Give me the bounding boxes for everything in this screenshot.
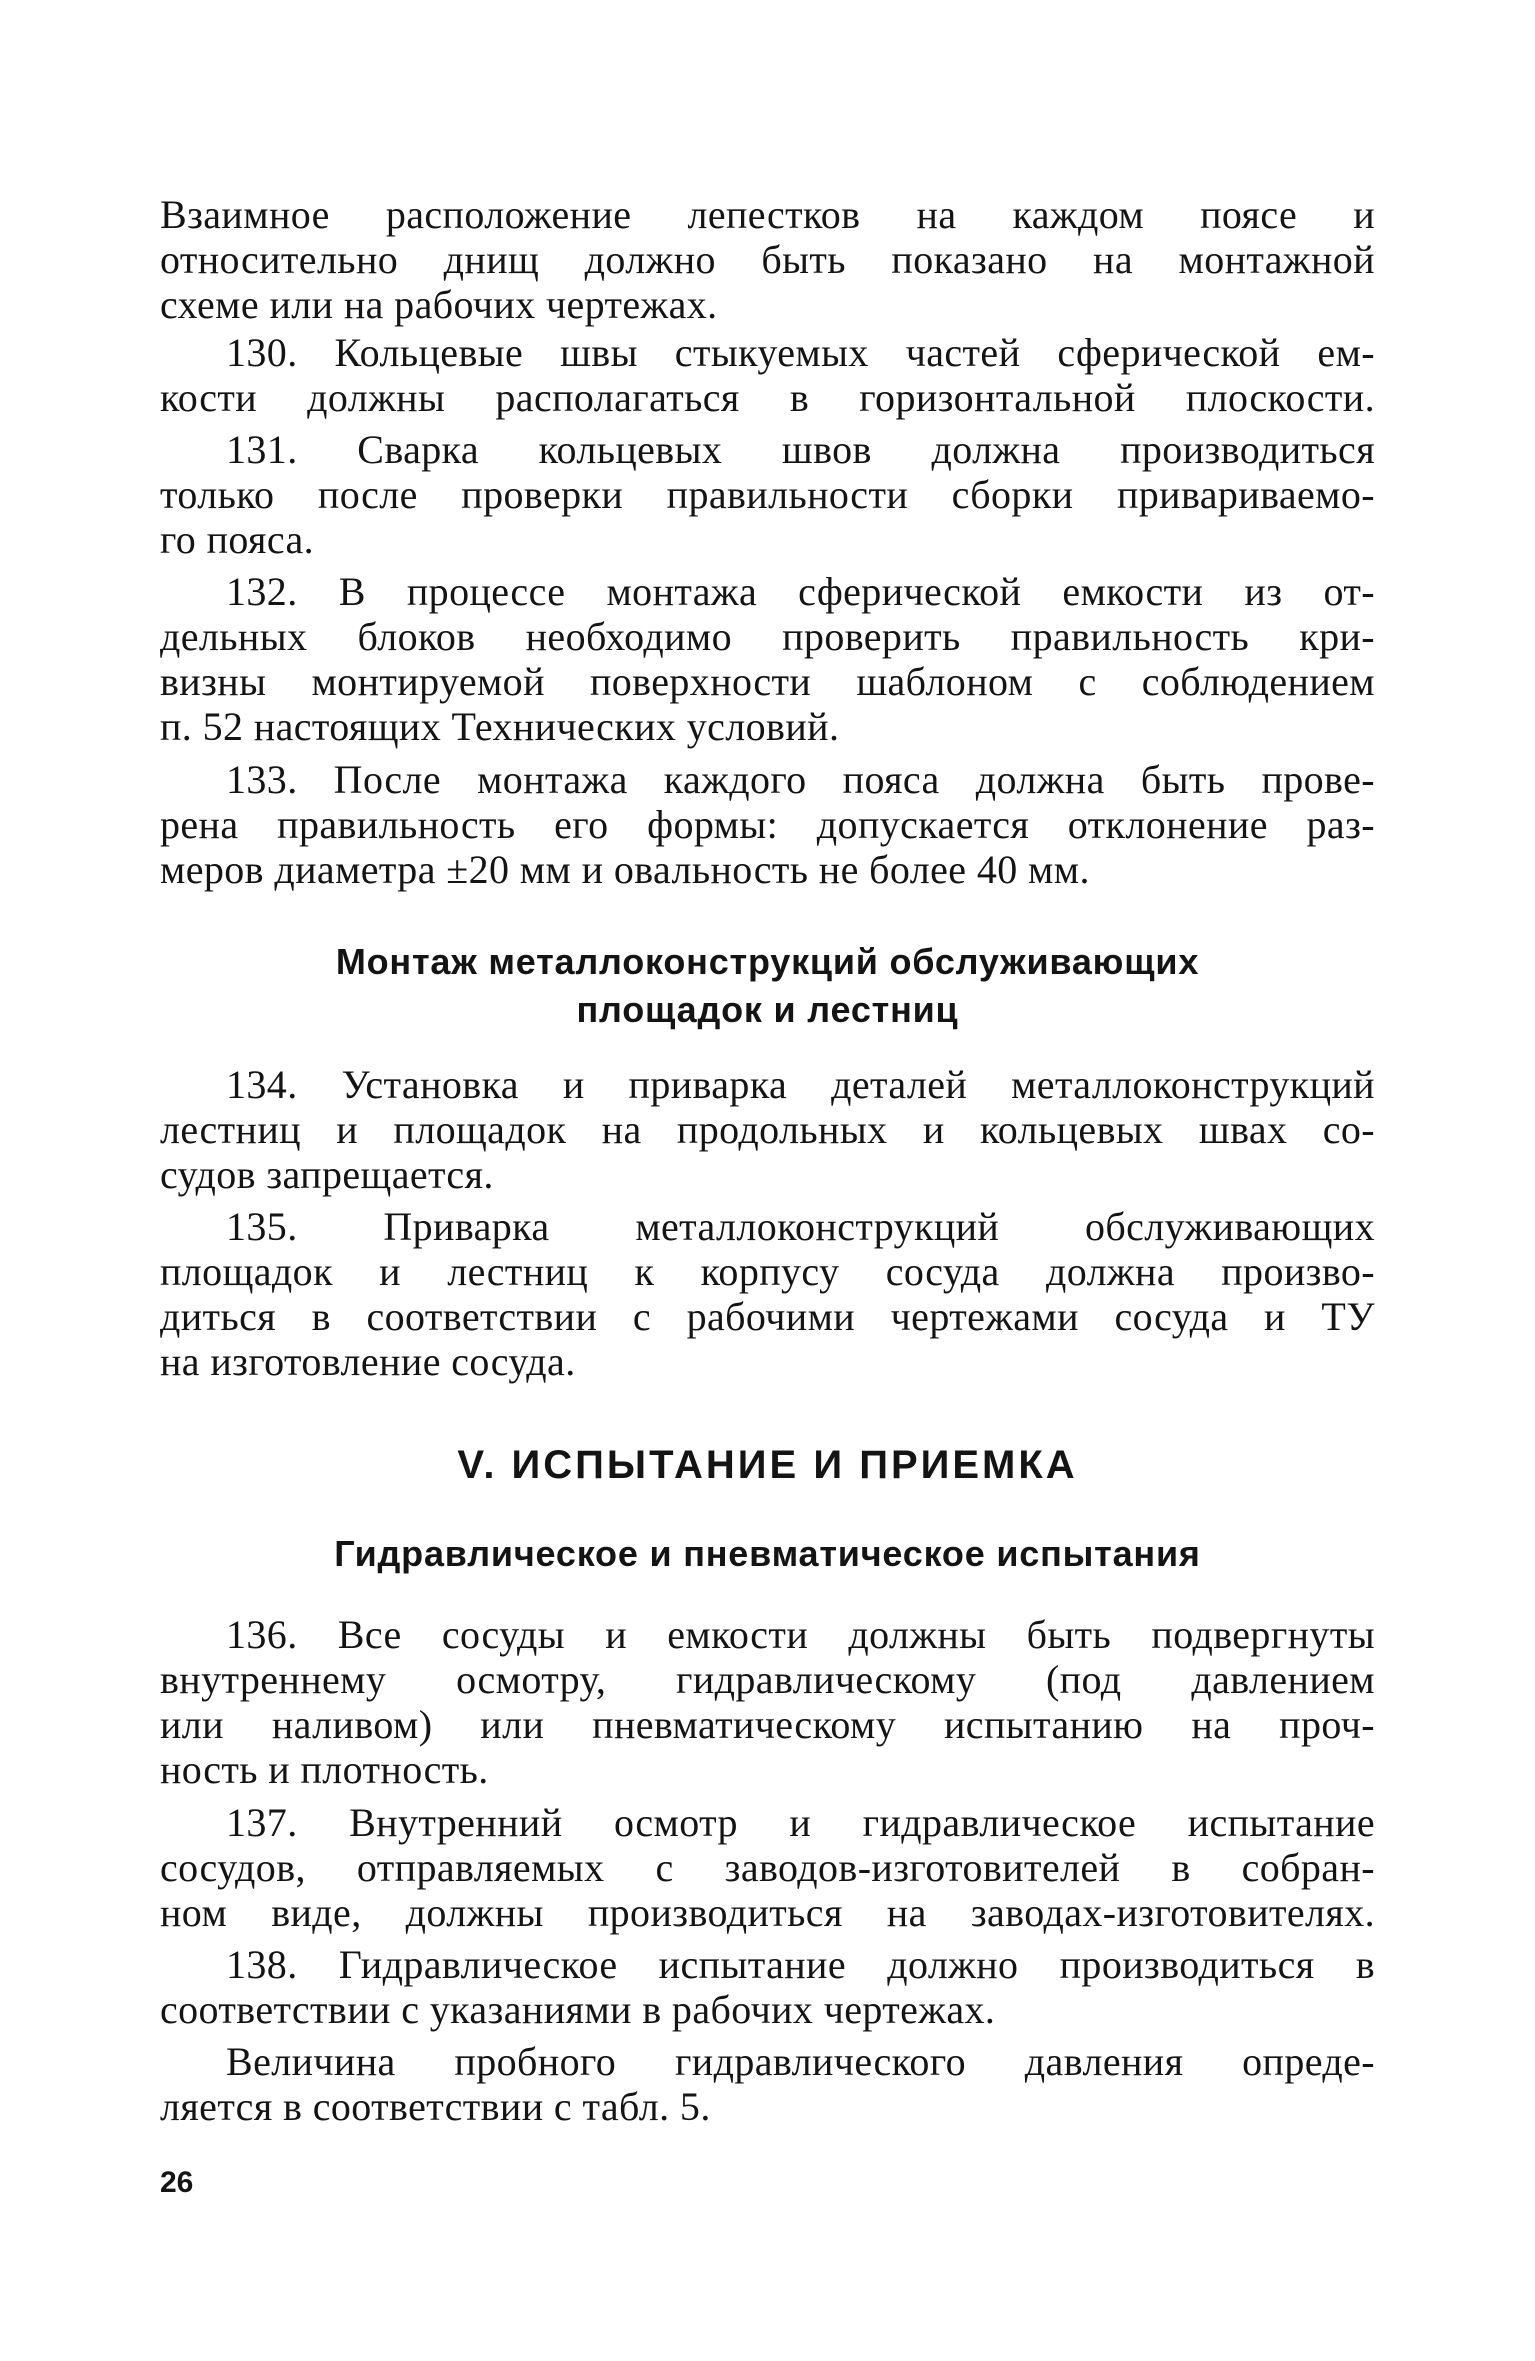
text-line: визны монтируемой поверхности шаблоном с соблюдением <box>160 659 1375 704</box>
text-line: площадок и лестниц к корпусу сосуда должна произво- <box>160 1249 1375 1294</box>
text-line: го пояса. <box>160 517 315 562</box>
paragraph-intro <box>160 192 1375 327</box>
text-line: 135. Приварка металлоконструкций обслуживающих <box>226 1204 1375 1249</box>
subheading-tests-block <box>160 1530 1375 1578</box>
text-line: ность и плотность. <box>160 1747 489 1792</box>
text-line: меров диаметра ±20 мм и овальность не более 40 мм. <box>160 847 1090 892</box>
paragraph-135 <box>160 1204 1375 1384</box>
subheading-metal-structures <box>160 938 1375 1034</box>
text-line: внутреннему осмотру, гидравлическому (под давлением <box>160 1657 1375 1702</box>
text-line: п. 52 настоящих Технических условий. <box>160 704 840 749</box>
subheading-line: площадок и лестниц <box>576 989 959 1030</box>
text-line: судов запрещается. <box>160 1152 494 1197</box>
paragraph-test-pressure <box>160 2039 1375 2129</box>
text-line: 132. В процессе монтажа сферической емкости из от- <box>226 569 1375 614</box>
text-line: кости должны располагаться в горизонтальной плоскости. <box>160 375 1375 420</box>
section-title: V. ИСПЫТАНИЕ И ПРИЕМКА <box>457 1443 1078 1487</box>
text-line: дельных блоков необходимо проверить правильность кри- <box>160 614 1375 659</box>
subheading-line: Монтаж металлоконструкций обслуживающих <box>335 941 1200 982</box>
text-line: схеме или на рабочих чертежах. <box>160 282 718 327</box>
text-line: Взаимное расположение лепестков на каждом поясе и <box>160 192 1375 237</box>
section-title-block <box>160 1437 1375 1493</box>
text-line: соответствии с указаниями в рабочих чертежах. <box>160 1987 996 2032</box>
paragraph-136 <box>160 1612 1375 1792</box>
page-number: 26 <box>160 2166 194 2199</box>
paragraph-138 <box>160 1942 1375 2032</box>
paragraph-134 <box>160 1062 1375 1197</box>
text-line: на изготовление сосуда. <box>160 1339 576 1384</box>
text-line: или наливом) или пневматическому испытанию на проч- <box>160 1702 1375 1747</box>
text-line: ном виде, должны производиться на заводах-изготовителях. <box>160 1890 1375 1935</box>
text-line: рена правильность его формы: допускается отклонение раз- <box>160 802 1375 847</box>
paragraph-131 <box>160 427 1375 562</box>
paragraph-133 <box>160 757 1375 892</box>
text-line: 134. Установка и приварка деталей металлоконструкций <box>226 1062 1375 1107</box>
text-line: относительно днищ должно быть показано на монтажной <box>160 237 1375 282</box>
text-line: 136. Все сосуды и емкости должны быть подвергнуты <box>226 1612 1375 1657</box>
paragraph-130 <box>160 330 1375 420</box>
text-line: Величина пробного гидравлического давления опреде- <box>226 2039 1375 2084</box>
text-line: диться в соответствии с рабочими чертежами сосуда и ТУ <box>160 1294 1375 1339</box>
text-line: 138. Гидравлическое испытание должно производиться в <box>226 1942 1375 1987</box>
paragraph-132 <box>160 569 1375 749</box>
text-line: сосудов, отправляемых с заводов-изготовителей в собран- <box>160 1845 1375 1890</box>
text-line: лестниц и площадок на продольных и кольцевых швах со- <box>160 1107 1375 1152</box>
text-line: 137. Внутренний осмотр и гидравлическое испытание <box>226 1800 1375 1845</box>
text-line: 133. После монтажа каждого пояса должна быть прове- <box>226 757 1375 802</box>
text-line: 130. Кольцевые швы стыкуемых частей сферической ем- <box>226 330 1375 375</box>
text-line: только после проверки правильности сборки привариваемо- <box>160 472 1375 517</box>
subheading-tests: Гидравлическое и пневматическое испытания <box>334 1533 1201 1574</box>
text-line: ляется в соответствии с табл. 5. <box>160 2084 711 2129</box>
text-line: 131. Сварка кольцевых швов должна производиться <box>226 427 1375 472</box>
paragraph-137 <box>160 1800 1375 1935</box>
